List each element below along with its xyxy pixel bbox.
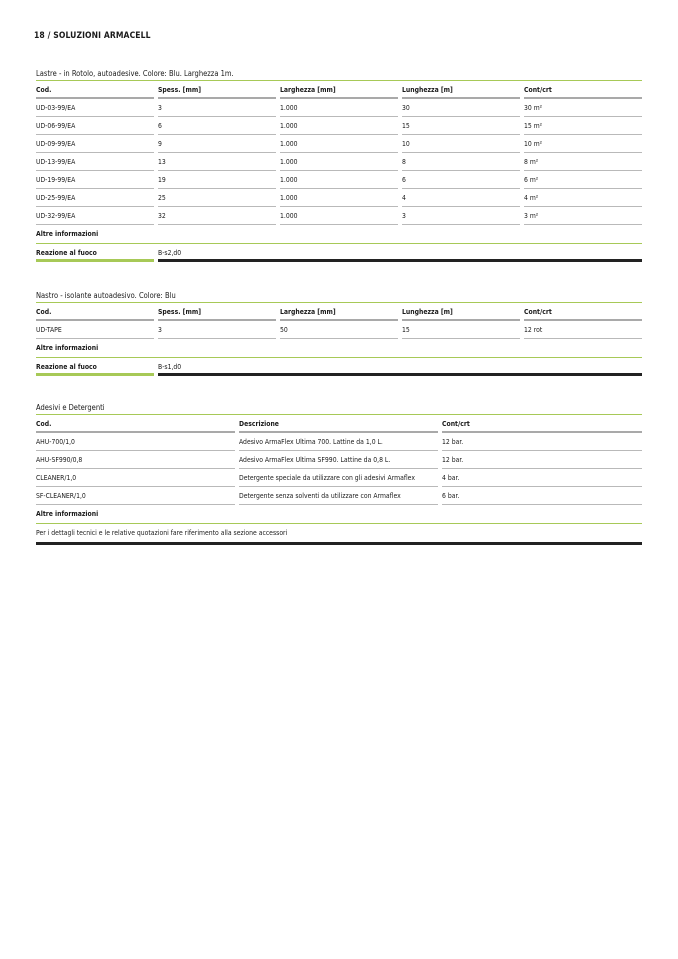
table-row: [36, 135, 642, 153]
table-cell: UD-32-99/EA: [36, 207, 154, 225]
col-header: Larghezza [mm]: [280, 81, 398, 99]
table-cell: 19: [158, 171, 276, 189]
section-title: Lastre - in Rotolo, autoadesive. Colore: Blu. Larghezza 1m.: [36, 69, 234, 78]
table-row: [36, 469, 642, 487]
other-info-label: Altre informazioni: [36, 339, 642, 358]
col-header: Lunghezza [m]: [402, 303, 520, 321]
table-cell: 30: [402, 99, 520, 117]
table-cell: UD-TAPE: [36, 321, 154, 339]
table-row: [36, 117, 642, 135]
table-cell: 4 m²: [524, 189, 642, 207]
table-cell: 13: [158, 153, 276, 171]
section-title: Nastro - isolante autoadesivo. Colore: Blu: [36, 291, 176, 300]
table-cell: 12 bar.: [442, 433, 642, 451]
table-cell: UD-09-99/EA: [36, 135, 154, 153]
table-cell: 6 bar.: [442, 487, 642, 505]
table-cell: 3: [158, 99, 276, 117]
table-cell: 32: [158, 207, 276, 225]
table-cell: 3: [158, 321, 276, 339]
section-nastro: [36, 290, 642, 376]
table-cell: Detergente speciale da utilizzare con gli adesivi Armaflex: [239, 469, 438, 487]
fire-reaction-row: [36, 358, 642, 376]
table-cell: 10 m²: [524, 135, 642, 153]
table-cell: 6: [402, 171, 520, 189]
section-adesivi: [36, 402, 642, 545]
table-body: [36, 99, 642, 225]
table-row: [36, 487, 642, 505]
table-cell: 4 bar.: [442, 469, 642, 487]
table-cell: 6 m²: [524, 171, 642, 189]
col-header: Cod.: [36, 81, 154, 99]
table-cell: Detergente senza solventi da utilizzare con Armaflex: [239, 487, 438, 505]
table-cell: 8: [402, 153, 520, 171]
fire-reaction-value: B-s1,d0: [158, 358, 642, 376]
table-cell: UD-25-99/EA: [36, 189, 154, 207]
table-cell: 12 rot: [524, 321, 642, 339]
fire-reaction-row: [36, 244, 642, 262]
table-row: [36, 433, 642, 451]
col-header: Cod.: [36, 415, 235, 433]
col-header: Cont/crt: [442, 415, 642, 433]
table-cell: 50: [280, 321, 398, 339]
table-row: [36, 153, 642, 171]
table-cell: 10: [402, 135, 520, 153]
table-cell: 1.000: [280, 135, 398, 153]
col-header: Cod.: [36, 303, 154, 321]
table-cell: 1.000: [280, 99, 398, 117]
section-lastre: [36, 68, 642, 262]
table-cell: 1.000: [280, 189, 398, 207]
table-cell: 3: [402, 207, 520, 225]
table-cell: SF-CLEANER/1,0: [36, 487, 235, 505]
fire-reaction-label: Reazione al fuoco: [36, 358, 154, 376]
table-header: [36, 415, 642, 433]
table-cell: AHU-SF990/0,8: [36, 451, 235, 469]
table-body: [36, 321, 642, 339]
table-cell: 1.000: [280, 117, 398, 135]
table-cell: 1.000: [280, 207, 398, 225]
col-header: Cont/crt: [524, 81, 642, 99]
table-cell: 1.000: [280, 153, 398, 171]
col-header: Lunghezza [m]: [402, 81, 520, 99]
table-body: [36, 433, 642, 505]
table-cell: 3 m²: [524, 207, 642, 225]
col-header: Larghezza [mm]: [280, 303, 398, 321]
table-cell: 12 bar.: [442, 451, 642, 469]
table-cell: Adesivo ArmaFlex Ultima 700. Lattine da 1,0 L.: [239, 433, 438, 451]
table-cell: 25: [158, 189, 276, 207]
col-header: Cont/crt: [524, 303, 642, 321]
page-header: 18 / SOLUZIONI ARMACELL: [34, 31, 151, 41]
other-info-label: Altre informazioni: [36, 225, 642, 244]
table-row: [36, 321, 642, 339]
table-header: [36, 81, 642, 99]
table-row: [36, 189, 642, 207]
table-cell: UD-03-99/EA: [36, 99, 154, 117]
accessories-note: Per i dettagli tecnici e le relative quotazioni fare riferimento alla sezione accessori: [36, 524, 642, 545]
table-cell: 30 m²: [524, 99, 642, 117]
table-cell: UD-19-99/EA: [36, 171, 154, 189]
table-cell: 6: [158, 117, 276, 135]
table-row: [36, 451, 642, 469]
table-row: [36, 207, 642, 225]
fire-reaction-label: Reazione al fuoco: [36, 244, 154, 262]
table-cell: 4: [402, 189, 520, 207]
table-cell: UD-13-99/EA: [36, 153, 154, 171]
table-cell: 15: [402, 321, 520, 339]
table-cell: Adesivo ArmaFlex Ultima SF990. Lattine da 0,8 L.: [239, 451, 438, 469]
other-info-label: Altre informazioni: [36, 505, 642, 524]
col-header: Spess. [mm]: [158, 81, 276, 99]
table-row: [36, 171, 642, 189]
table-row: [36, 99, 642, 117]
table-cell: 8 m²: [524, 153, 642, 171]
table-cell: 9: [158, 135, 276, 153]
table-header: [36, 303, 642, 321]
col-header: Descrizione: [239, 415, 438, 433]
section-title: Adesivi e Detergenti: [36, 403, 105, 412]
fire-reaction-value: B-s2,d0: [158, 244, 642, 262]
col-header: Spess. [mm]: [158, 303, 276, 321]
table-cell: 15: [402, 117, 520, 135]
table-cell: 1.000: [280, 171, 398, 189]
table-cell: UD-06-99/EA: [36, 117, 154, 135]
table-cell: AHU-700/1,0: [36, 433, 235, 451]
table-cell: 15 m²: [524, 117, 642, 135]
table-cell: CLEANER/1,0: [36, 469, 235, 487]
